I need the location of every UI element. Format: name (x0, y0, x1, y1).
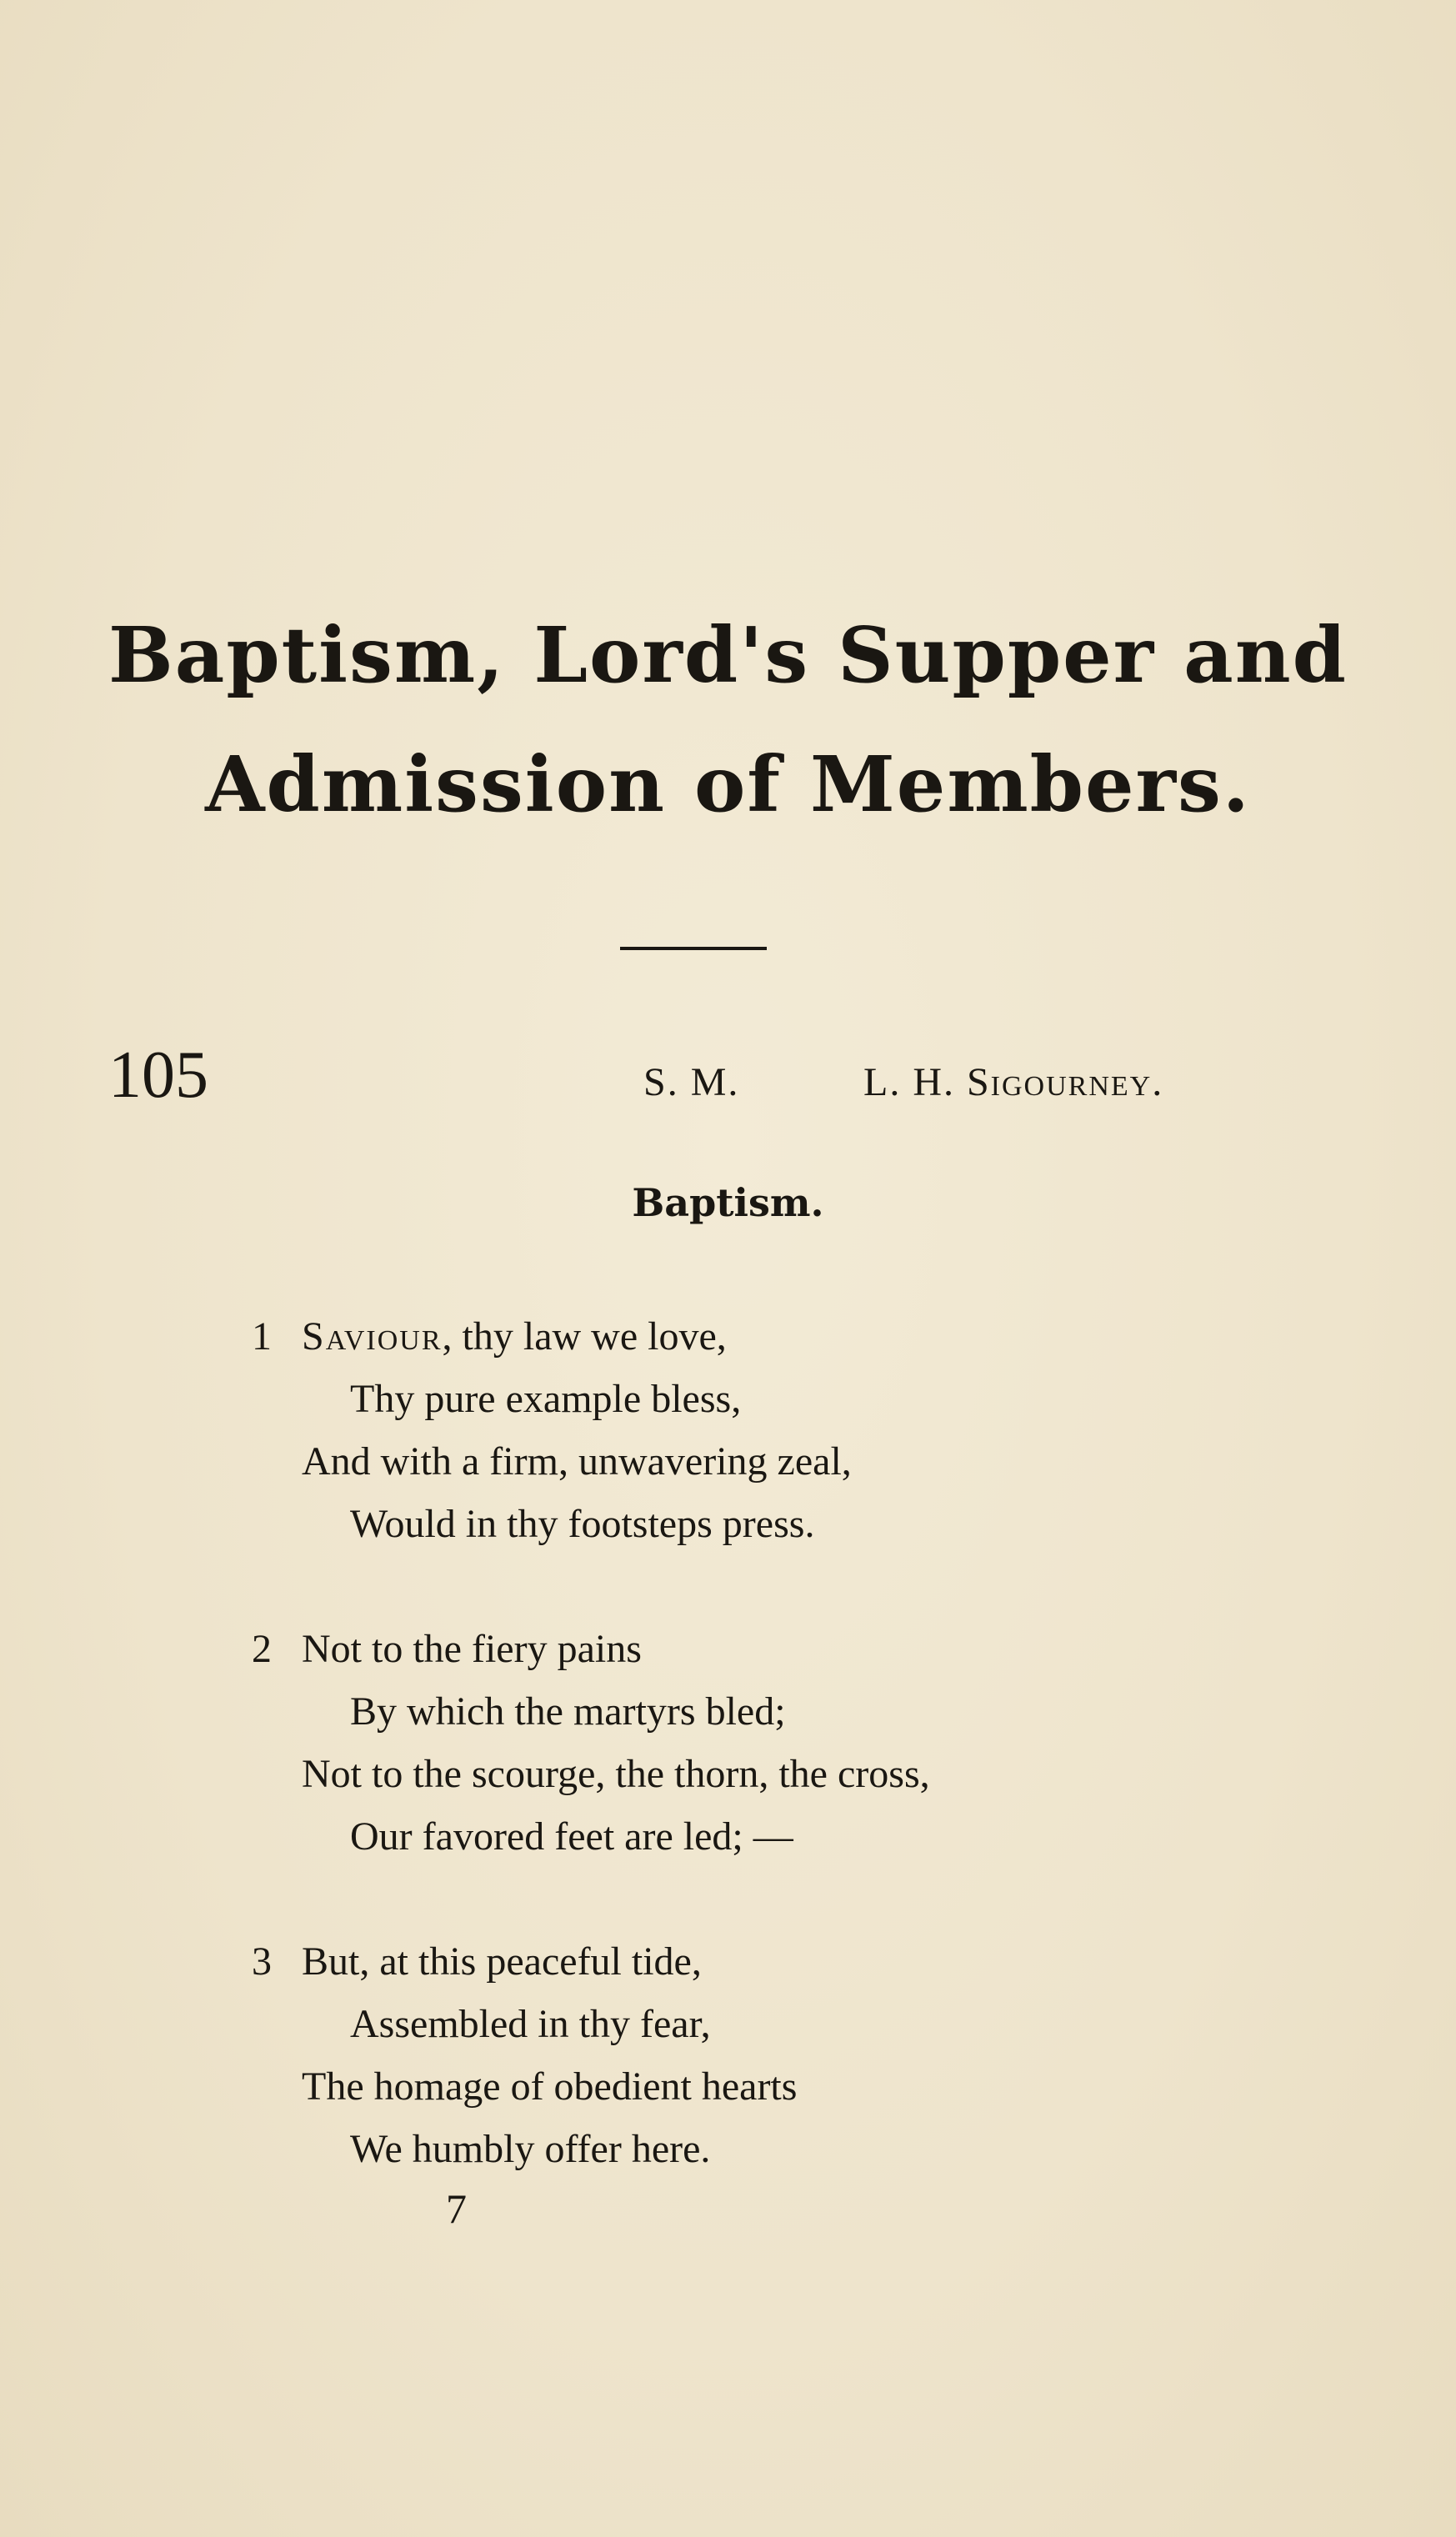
stanza-line: Assembled in thy fear, (350, 2002, 711, 2046)
stanza-line-text: , thy law we love, (442, 1314, 727, 1359)
divider-rule (620, 947, 767, 950)
stanza-line: By which the martyrs bled; (350, 1689, 786, 1734)
stanza-number: 2 (252, 1627, 272, 1671)
stanza-number: 1 (252, 1314, 272, 1359)
stanza-first-word: Saviour (302, 1314, 443, 1359)
hymn-number: 105 (108, 1038, 208, 1112)
stanza-line: We humbly offer here. (350, 2127, 711, 2171)
stanza-line: The homage of obedient hearts (302, 2064, 798, 2109)
hymn-subheading: Baptism. (632, 1180, 824, 1225)
page-number: 7 (446, 2185, 467, 2232)
stanza-line (302, 1314, 727, 1359)
hymn-meter: S. M. (643, 1060, 740, 1104)
stanza-line: Would in thy footsteps press. (350, 1502, 815, 1546)
stanza-line: Thy pure example bless, (350, 1377, 742, 1421)
stanza-line: And with a firm, unwavering zeal, (302, 1439, 852, 1484)
stanza-line: But, at this peaceful tide, (302, 1939, 702, 1984)
section-title-line-1: Baptism, Lord's Supper and (108, 610, 1348, 700)
stanza-line: Our favored feet are led; — (350, 1814, 793, 1859)
section-title-line-2: Admission of Members. (205, 739, 1251, 829)
hymn-author: L. H. Sigourney. (863, 1060, 1164, 1104)
stanza-line: Not to the scourge, the thorn, the cross, (302, 1752, 930, 1796)
stanza-number: 3 (252, 1939, 272, 1984)
stanza-line: Not to the fiery pains (302, 1627, 642, 1671)
